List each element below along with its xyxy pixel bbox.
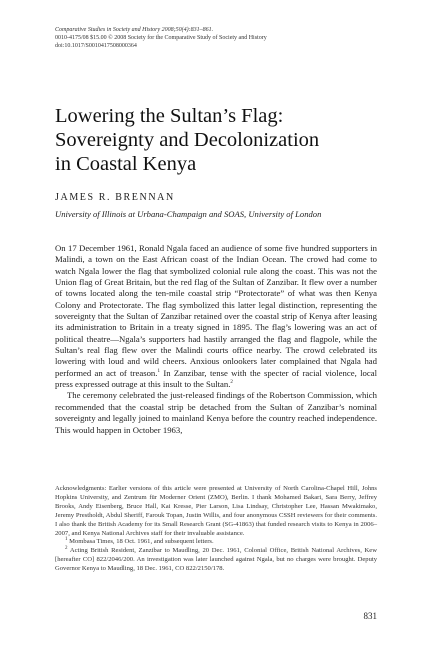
footnote-ref-2[interactable]: 2 [230, 380, 233, 386]
footnote-ref-1[interactable]: 1 [157, 368, 160, 374]
journal-citation: Comparative Studies in Society and History 2008;50(4):831–861. [55, 27, 214, 33]
title-line-2: Sovereignty and Decolonization [55, 129, 320, 151]
journal-header [55, 26, 377, 50]
issn-line: 0010-4175/08 $15.00 © 2008 Society for the Comparative Study of Society and History [55, 35, 267, 41]
author-name: JAMES R. BRENNAN [55, 192, 175, 203]
footnote-2-number: 2 [65, 546, 68, 552]
footnote-1 [55, 538, 377, 547]
article-title [55, 104, 377, 176]
body-paragraph-2: The ceremony celebrated the just-released findings of the Robertson Commission, which recommended that the coastal strip be detached from the Sultan of Zanzibar’s nominal sovereignty and legally joined to mainland Kenya before the country reached independence. This would happen in October 1963, [55, 390, 377, 435]
paragraph-1-text-a: On 17 December 1961, Ronald Ngala faced an audience of some five hundred supporters in Malindi, a town on the East African coast of the Indian Ocean. The crowd had come to watch Ngala lower the flag that symbolized colonial rule along the coast. This was not the Union flag of Great Britain, but the red flag of the Sultan of Zanzibar. It flew over a number of towns located along the ten-mile coastal strip “Protectorate” of what was then Kenya Colony and Protectorate. The flag symbolized this latter legal distinction, representing the sovereignty that the Sultan of Zanzibar retained over the coastal strip of Kenya after leasing its administration to Britain in a treaty signed in 1895. The flag’s lowering was an act of political theatre—Ngala’s supporters had hastily arranged the flag and flagpole, while the Sultan’s real flag flew over the Malindi courts office nearby. The crowd celebrated its lowering with loud and wild cheers. Anxious onlookers later complained that Ngala had performed an act of treason. [55, 243, 377, 378]
doi-line: doi:10.1017/S0010417508000364 [55, 43, 137, 49]
page-number: 831 [363, 611, 377, 621]
author-affiliation: University of Illinois at Urbana-Champaign and SOAS, University of London [55, 209, 322, 219]
acknowledgments-note: Acknowledgments: Earlier versions of this article were presented at University of North Carolina-Chapel Hill, Johns Hopkins University, and Zentrum für Moderner Orient (ZMO), Berlin. I thank Mohamed Bakari, Sara Berry, Jeffrey Brooks, Andy Eisenberg, Bruce Hall, Kai Kresse, Pier Larson, Lisa Lindsay, Christopher Lee, Hassan Mwakimako, Jeremy Prestholdt, Abdul Sheriff, Farouk Topan, Justin Willis, and four anonymous CSSH reviewers for their comments. I also thank the British Academy for its Small Research Grant (SG-41863) that funded research visits to Kenya in 2006–2007, and Kenya National Archives staff for their invaluable assistance. [55, 485, 377, 537]
body-paragraph-1 [55, 243, 377, 390]
footnote-1-text: Mombasa Times, 18 Oct. 1961, and subsequent letters. [67, 538, 214, 546]
footnote-1-number: 1 [65, 537, 68, 543]
footnote-2-text: Acting British Resident, Zanzibar to Maudling, 20 Dec. 1961, Colonial Office, British National Archives, Kew [hereafter CO] 822/2046/200. An investigation was later launched against Ngala, but no charges were brought. Deputy Governor Kenya to Maudling, 18 Dec. 1961, CO 822/2150/178. [55, 547, 377, 573]
title-line-3: in Coastal Kenya [55, 153, 197, 175]
footnote-2 [55, 547, 377, 574]
footnotes [55, 485, 377, 574]
title-line-1: Lowering the Sultan’s Flag: [55, 105, 284, 127]
article-body [55, 243, 377, 436]
paragraph-1-text-b: In Zanzibar, tense with the specter of racial violence, local press expressed outrage at this insult to the Sultan. [55, 367, 377, 390]
